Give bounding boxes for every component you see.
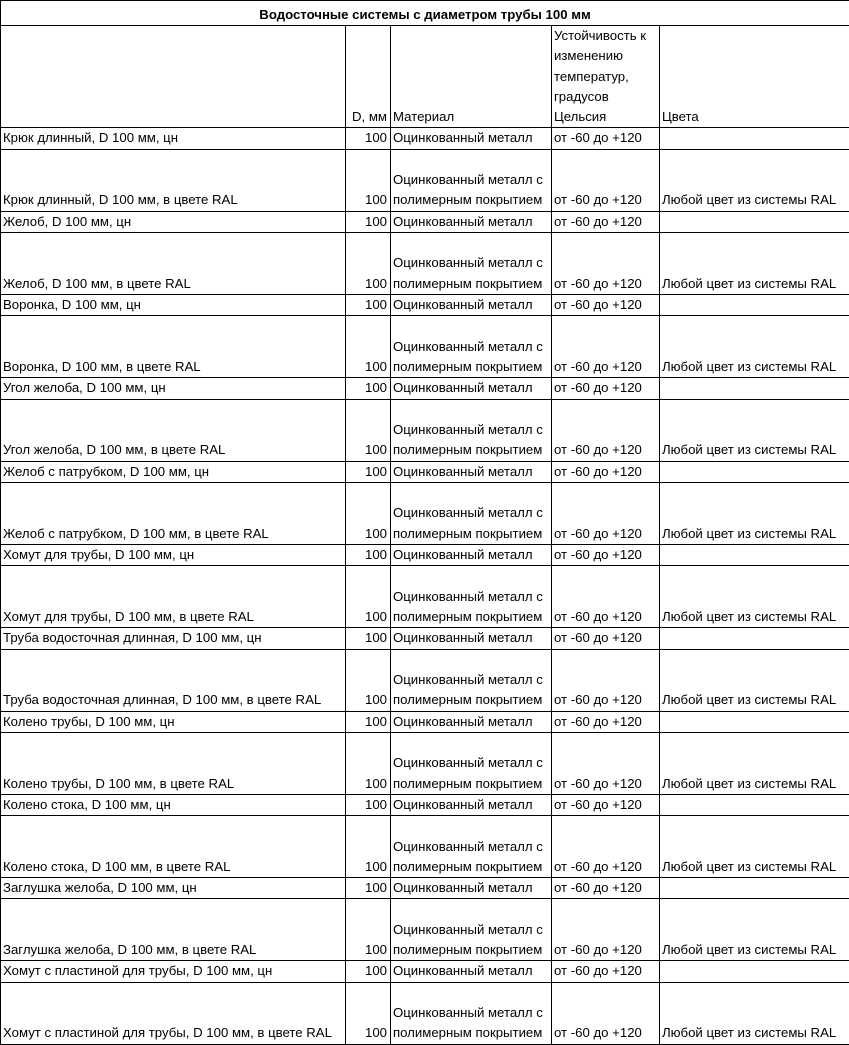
table-row	[1, 149, 849, 211]
table-row	[1, 295, 849, 316]
cell-temperature: от -60 до +120	[552, 378, 660, 399]
cell-colors: Любой цвет из системы RAL	[660, 566, 849, 628]
cell-colors: Любой цвет из системы RAL	[660, 233, 849, 295]
table-row	[1, 649, 849, 711]
cell-diameter: 100	[346, 899, 391, 961]
cell-name: Воронка, D 100 мм, в цвете RAL	[1, 316, 346, 378]
cell-temperature: от -60 до +120	[552, 816, 660, 878]
table-row	[1, 982, 849, 1044]
table-row	[1, 544, 849, 565]
cell-material: Оцинкованный металл	[391, 378, 552, 399]
cell-diameter: 100	[346, 233, 391, 295]
cell-temperature: от -60 до +120	[552, 628, 660, 649]
cell-colors: Любой цвет из системы RAL	[660, 399, 849, 461]
cell-colors: Любой цвет из системы RAL	[660, 982, 849, 1044]
cell-temperature: от -60 до +120	[552, 566, 660, 628]
cell-material: Оцинкованный металл	[391, 461, 552, 482]
cell-colors	[660, 878, 849, 899]
cell-colors	[660, 544, 849, 565]
cell-material: Оцинкованный металл	[391, 544, 552, 565]
cell-name: Колено стока, D 100 мм, в цвете RAL	[1, 816, 346, 878]
cell-temperature: от -60 до +120	[552, 649, 660, 711]
cell-diameter: 100	[346, 982, 391, 1044]
cell-temperature: от -60 до +120	[552, 461, 660, 482]
cell-colors	[660, 711, 849, 732]
cell-colors: Любой цвет из системы RAL	[660, 899, 849, 961]
header-material: Материал	[391, 26, 552, 128]
cell-colors	[660, 128, 849, 149]
cell-material: Оцинкованный металл с полимерным покрытием	[391, 233, 552, 295]
cell-name: Желоб, D 100 мм, в цвете RAL	[1, 233, 346, 295]
cell-colors: Любой цвет из системы RAL	[660, 649, 849, 711]
cell-diameter: 100	[346, 316, 391, 378]
table-title: Водосточные системы с диаметром трубы 100 мм	[1, 1, 849, 26]
cell-diameter: 100	[346, 378, 391, 399]
cell-name: Желоб с патрубком, D 100 мм, в цвете RAL	[1, 482, 346, 544]
title-row	[1, 1, 849, 26]
cell-name: Колено стока, D 100 мм, цн	[1, 794, 346, 815]
table-row	[1, 711, 849, 732]
cell-name: Хомут с пластиной для трубы, D 100 мм, в цвете RAL	[1, 982, 346, 1044]
cell-colors: Любой цвет из системы RAL	[660, 816, 849, 878]
cell-diameter: 100	[346, 649, 391, 711]
table-row	[1, 628, 849, 649]
cell-temperature: от -60 до +120	[552, 233, 660, 295]
table-row	[1, 566, 849, 628]
cell-colors	[660, 295, 849, 316]
cell-diameter: 100	[346, 961, 391, 982]
cell-temperature: от -60 до +120	[552, 128, 660, 149]
cell-temperature: от -60 до +120	[552, 711, 660, 732]
cell-material: Оцинкованный металл с полимерным покрытием	[391, 982, 552, 1044]
cell-material: Оцинкованный металл с полимерным покрытием	[391, 316, 552, 378]
cell-material: Оцинкованный металл с полимерным покрытием	[391, 816, 552, 878]
cell-diameter: 100	[346, 544, 391, 565]
cell-temperature: от -60 до +120	[552, 295, 660, 316]
cell-material: Оцинкованный металл с полимерным покрытием	[391, 482, 552, 544]
cell-material: Оцинкованный металл	[391, 794, 552, 815]
cell-name: Хомут для трубы, D 100 мм, в цвете RAL	[1, 566, 346, 628]
cell-material: Оцинкованный металл с полимерным покрытием	[391, 732, 552, 794]
header-row	[1, 26, 849, 128]
cell-diameter: 100	[346, 732, 391, 794]
cell-colors: Любой цвет из системы RAL	[660, 732, 849, 794]
cell-name: Воронка, D 100 мм, цн	[1, 295, 346, 316]
cell-diameter: 100	[346, 878, 391, 899]
cell-name: Крюк длинный, D 100 мм, в цвете RAL	[1, 149, 346, 211]
table-row	[1, 794, 849, 815]
cell-temperature: от -60 до +120	[552, 982, 660, 1044]
table-row	[1, 233, 849, 295]
cell-temperature: от -60 до +120	[552, 878, 660, 899]
cell-diameter: 100	[346, 399, 391, 461]
cell-temperature: от -60 до +120	[552, 899, 660, 961]
cell-diameter: 100	[346, 711, 391, 732]
cell-temperature: от -60 до +120	[552, 482, 660, 544]
header-name	[1, 26, 346, 128]
table-row	[1, 378, 849, 399]
cell-diameter: 100	[346, 461, 391, 482]
cell-diameter: 100	[346, 794, 391, 815]
cell-material: Оцинкованный металл с полимерным покрытием	[391, 649, 552, 711]
cell-name: Хомут с пластиной для трубы, D 100 мм, цн	[1, 961, 346, 982]
cell-name: Хомут для трубы, D 100 мм, цн	[1, 544, 346, 565]
cell-name: Желоб с патрубком, D 100 мм, цн	[1, 461, 346, 482]
table-row	[1, 899, 849, 961]
table-row	[1, 816, 849, 878]
cell-colors: Любой цвет из системы RAL	[660, 482, 849, 544]
cell-material: Оцинкованный металл	[391, 211, 552, 232]
cell-colors	[660, 961, 849, 982]
table-row	[1, 399, 849, 461]
cell-colors	[660, 794, 849, 815]
cell-name: Крюк длинный, D 100 мм, цн	[1, 128, 346, 149]
header-diameter: D, мм	[346, 26, 391, 128]
cell-diameter: 100	[346, 211, 391, 232]
cell-material: Оцинкованный металл с полимерным покрытием	[391, 399, 552, 461]
table-row	[1, 316, 849, 378]
cell-name: Заглушка желоба, D 100 мм, цн	[1, 878, 346, 899]
cell-material: Оцинкованный металл с полимерным покрытием	[391, 566, 552, 628]
cell-name: Желоб, D 100 мм, цн	[1, 211, 346, 232]
cell-diameter: 100	[346, 482, 391, 544]
cell-colors	[660, 628, 849, 649]
cell-name: Труба водосточная длинная, D 100 мм, цн	[1, 628, 346, 649]
cell-colors: Любой цвет из системы RAL	[660, 316, 849, 378]
table-row	[1, 878, 849, 899]
cell-colors	[660, 461, 849, 482]
cell-material: Оцинкованный металл	[391, 295, 552, 316]
table-row	[1, 961, 849, 982]
cell-temperature: от -60 до +120	[552, 399, 660, 461]
cell-temperature: от -60 до +120	[552, 794, 660, 815]
cell-temperature: от -60 до +120	[552, 316, 660, 378]
table-row	[1, 461, 849, 482]
table-row	[1, 128, 849, 149]
cell-diameter: 100	[346, 566, 391, 628]
cell-name: Заглушка желоба, D 100 мм, в цвете RAL	[1, 899, 346, 961]
cell-name: Угол желоба, D 100 мм, цн	[1, 378, 346, 399]
cell-colors	[660, 211, 849, 232]
cell-name: Труба водосточная длинная, D 100 мм, в цвете RAL	[1, 649, 346, 711]
cell-colors	[660, 378, 849, 399]
table-row	[1, 732, 849, 794]
cell-material: Оцинкованный металл с полимерным покрытием	[391, 149, 552, 211]
header-temperature: Устойчивость к изменению температур, градусов Цельсия	[552, 26, 660, 128]
cell-material: Оцинкованный металл	[391, 628, 552, 649]
cell-colors: Любой цвет из системы RAL	[660, 149, 849, 211]
cell-temperature: от -60 до +120	[552, 732, 660, 794]
cell-name: Колено трубы, D 100 мм, цн	[1, 711, 346, 732]
cell-name: Колено трубы, D 100 мм, в цвете RAL	[1, 732, 346, 794]
cell-material: Оцинкованный металл	[391, 878, 552, 899]
cell-diameter: 100	[346, 128, 391, 149]
table-row	[1, 211, 849, 232]
header-colors: Цвета	[660, 26, 849, 128]
cell-diameter: 100	[346, 149, 391, 211]
cell-diameter: 100	[346, 628, 391, 649]
cell-material: Оцинкованный металл	[391, 711, 552, 732]
cell-diameter: 100	[346, 295, 391, 316]
cell-temperature: от -60 до +120	[552, 149, 660, 211]
cell-temperature: от -60 до +120	[552, 961, 660, 982]
cell-material: Оцинкованный металл	[391, 128, 552, 149]
table-row	[1, 482, 849, 544]
cell-name: Угол желоба, D 100 мм, в цвете RAL	[1, 399, 346, 461]
cell-temperature: от -60 до +120	[552, 544, 660, 565]
cell-temperature: от -60 до +120	[552, 211, 660, 232]
cell-material: Оцинкованный металл	[391, 961, 552, 982]
cell-material: Оцинкованный металл с полимерным покрытием	[391, 899, 552, 961]
cell-diameter: 100	[346, 816, 391, 878]
